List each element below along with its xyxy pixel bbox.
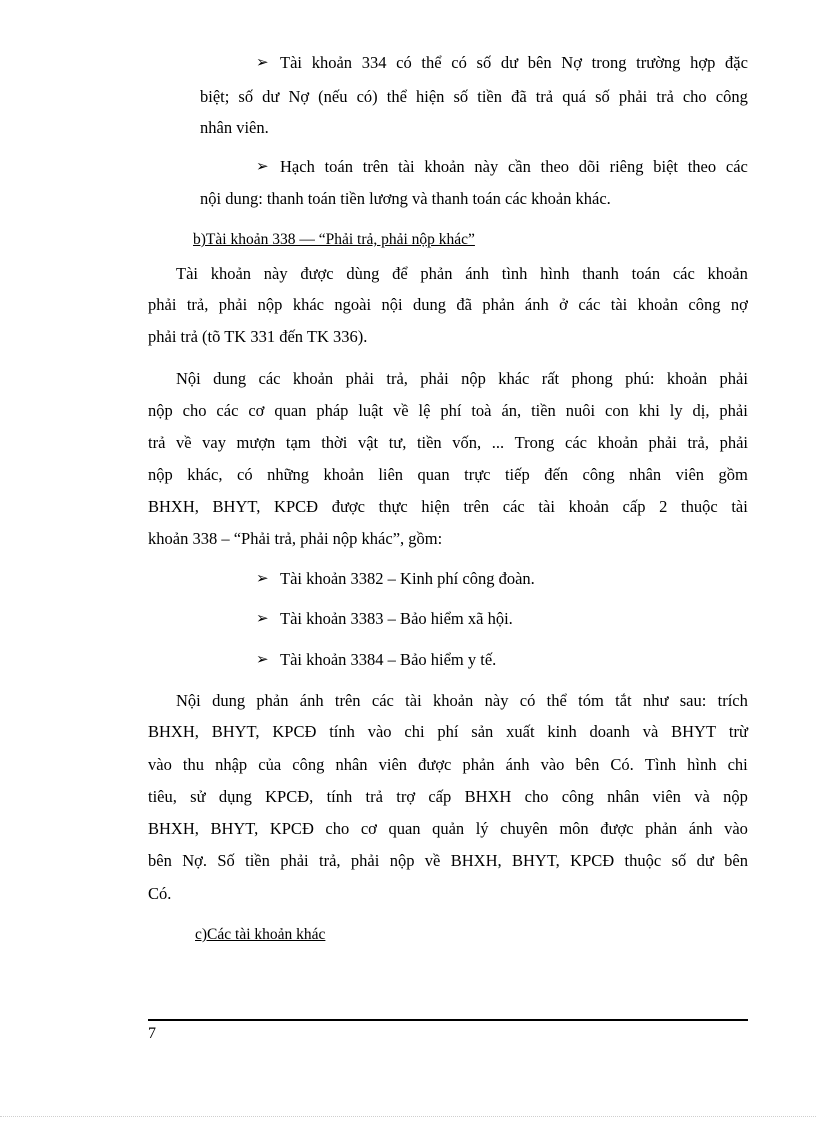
bullet-arrow-icon: ➢ bbox=[256, 652, 269, 668]
footer-divider bbox=[148, 1019, 748, 1021]
para3-line7: Có. bbox=[148, 884, 172, 903]
bullet-arrow-icon: ➢ bbox=[256, 159, 269, 175]
para3-line6: bên Nợ. Số tiền phải trả, phải nộp về BHXH, BHYT, KPCĐ thuộc số dư bên bbox=[148, 851, 748, 870]
page-bottom-dotted-border bbox=[0, 1116, 816, 1117]
para2-line5: BHXH, BHYT, KPCĐ được thực hiện trên các tài khoản cấp 2 thuộc tài bbox=[148, 497, 748, 516]
para2-line3: trả về vay mượn tạm thời vật tư, tiền vốn, ... Trong các khoản phải trả, phải bbox=[148, 433, 748, 452]
para3-line3: vào thu nhập của công nhân viên được phản ánh vào bên Có. Tình hình chi bbox=[148, 755, 748, 774]
block1-line3: nhân viên. bbox=[200, 118, 269, 137]
page-number: 7 bbox=[148, 1025, 156, 1042]
para2-line4: nộp khác, có những khoản liên quan trực tiếp đến công nhân viên gồm bbox=[148, 465, 748, 484]
bullet-arrow-icon: ➢ bbox=[256, 611, 269, 627]
block2-line2: nội dung: thanh toán tiền lương và thanh toán các khoản khác. bbox=[200, 189, 611, 208]
para3-line1: Nội dung phản ánh trên các tài khoản này có thể tóm tắt như sau: trích bbox=[176, 691, 748, 710]
para2-line1: Nội dung các khoản phải trả, phải nộp khác rất phong phú: khoản phải bbox=[176, 369, 748, 388]
para3-line2: BHXH, BHYT, KPCĐ tính vào chi phí sản xuất kinh doanh và BHYT trừ bbox=[148, 722, 748, 741]
para3-line4: tiêu, sử dụng KPCĐ, tính trả trợ cấp BHXH cho công nhân viên và nộp bbox=[148, 787, 748, 806]
para1-line3: phải trả (tõ TK 331 đến TK 336). bbox=[148, 327, 368, 346]
bullet-arrow-icon: ➢ bbox=[256, 55, 269, 71]
para1-line2: phải trả, phải nộp khác ngoài nội dung đã phản ánh ở các tài khoản công nợ bbox=[148, 295, 748, 314]
para2-line6: khoản 338 – “Phải trả, phải nộp khác”, gồm: bbox=[148, 529, 443, 548]
section-heading-b: b)Tài khoản 338 — “Phải trả, phải nộp khác” bbox=[193, 231, 475, 248]
section-heading-c: c)Các tài khoản khác bbox=[195, 926, 326, 943]
para1-line1: Tài khoản này được dùng để phản ánh tình hình thanh toán các khoản bbox=[176, 264, 748, 283]
block1-line1: Tài khoản 334 có thể có số dư bên Nợ trong trường hợp đặc bbox=[280, 53, 748, 72]
list-item: Tài khoản 3384 – Bảo hiểm y tế. bbox=[280, 650, 497, 669]
list-item: Tài khoản 3383 – Bảo hiểm xã hội. bbox=[280, 609, 513, 628]
block2-line1: Hạch toán trên tài khoản này cần theo dõi riêng biệt theo các bbox=[280, 157, 748, 176]
para3-line5: BHXH, BHYT, KPCĐ cho cơ quan quản lý chuyên môn được phản ánh vào bbox=[148, 819, 748, 838]
block1-line2: biệt; số dư Nợ (nếu có) thể hiện số tiền đã trả quá số phải trả cho công bbox=[200, 87, 748, 106]
para2-line2: nộp cho các cơ quan pháp luật về lệ phí toà án, tiền nuôi con khi ly dị, phải bbox=[148, 401, 748, 420]
bullet-arrow-icon: ➢ bbox=[256, 571, 269, 587]
list-item: Tài khoản 3382 – Kinh phí công đoàn. bbox=[280, 569, 535, 588]
